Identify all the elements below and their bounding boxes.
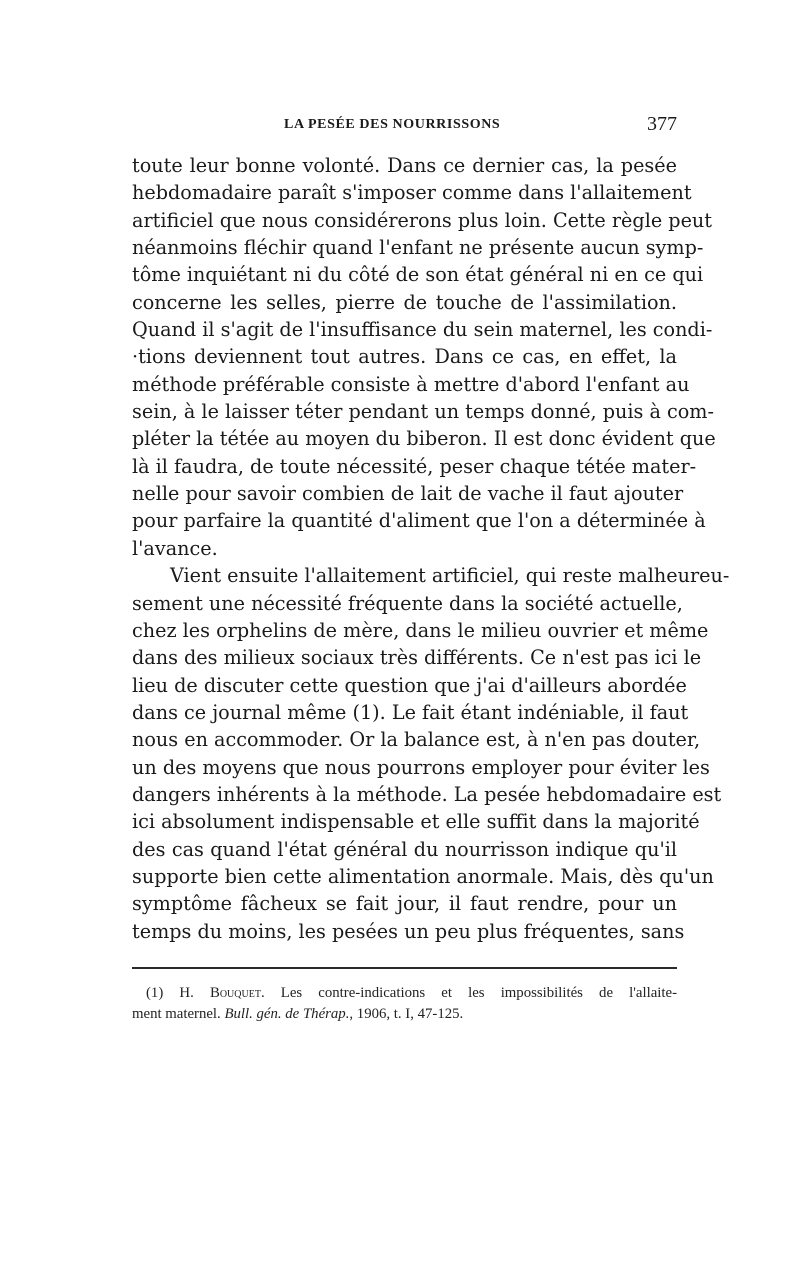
text-line: tôme inquiétant ni du côté de son état général ni en ce qui bbox=[132, 263, 704, 287]
running-title: LA PESÉE DES NOURRISSONS bbox=[284, 117, 501, 132]
running-head bbox=[132, 113, 677, 143]
text-line: l'avance. bbox=[132, 536, 218, 560]
text-line: Quand il s'agit de l'insuffisance du sein maternel, les condi- bbox=[132, 318, 713, 342]
text-line: supporte bien cette alimentation anormale. Mais, dès qu'un bbox=[132, 864, 714, 888]
text-line: ici absolument indispensable et elle suffit dans la majorité bbox=[132, 810, 700, 834]
footnote-citation: , 1906, t. I, 47-125. bbox=[349, 1006, 464, 1022]
text-line: néanmoins fléchir quand l'enfant ne présente aucun symp- bbox=[132, 236, 704, 260]
page-number: 377 bbox=[647, 113, 677, 135]
text-line: nous en accommoder. Or la balance est, à n'en pas douter, bbox=[132, 728, 701, 752]
text-line: nelle pour savoir combien de lait de vache il faut ajouter bbox=[132, 482, 684, 506]
text-line: chez les orphelins de mère, dans le milieu ouvrier et même bbox=[132, 618, 709, 642]
text-line: pléter la tétée au moyen du biberon. Il est donc évident que bbox=[132, 427, 716, 451]
text-line: toute leur bonne volonté. Dans ce dernier cas, la pesée bbox=[132, 154, 677, 177]
text-line: lieu de discuter cette question que j'ai d'ailleurs abordée bbox=[132, 673, 687, 697]
text-line: temps du moins, les pesées un peu plus fréquentes, sans bbox=[132, 919, 685, 943]
text-line: symptôme fâcheux se fait jour, il faut rendre, pour un bbox=[132, 892, 677, 916]
text-line: concerne les selles, pierre de touche de l'assimilation. bbox=[132, 290, 677, 314]
footnote-text: ment maternel. bbox=[132, 1006, 221, 1022]
text-line: dans ce journal même (1). Le fait étant indéniable, il faut bbox=[132, 700, 689, 724]
footnote bbox=[132, 983, 677, 1025]
text-line: hebdomadaire paraît s'imposer comme dans l'allaitement bbox=[132, 181, 692, 205]
footnote-marker: (1) bbox=[146, 985, 164, 1001]
text-line: artificiel que nous considérerons plus loin. Cette règle peut bbox=[132, 208, 712, 232]
text-line: sein, à le laisser téter pendant un temps donné, puis à com- bbox=[132, 400, 714, 424]
text-line: dangers inhérents à la méthode. La pesée hebdomadaire est bbox=[132, 782, 722, 806]
text-line: des cas quand l'état général du nourrisson indique qu'il bbox=[132, 837, 677, 861]
footnote-journal: Bull. gén. de Thérap. bbox=[224, 1006, 350, 1022]
text-line: un des moyens que nous pourrons employer pour éviter les bbox=[132, 755, 710, 779]
footnote-author-name: Bouquet bbox=[209, 985, 261, 1001]
footnote-rule bbox=[132, 967, 677, 969]
footnote-line bbox=[132, 1004, 677, 1025]
text-line: là il faudra, de toute nécessité, peser chaque tétée mater- bbox=[132, 454, 697, 478]
text-line: sement une nécessité fréquente dans la société actuelle, bbox=[132, 591, 683, 615]
footnote-author-initial: H. bbox=[179, 985, 194, 1001]
footnote-text: . Les contre-indications et les impossibilités de l'allaite- bbox=[260, 985, 678, 1001]
text-line: pour parfaire la quantité d'aliment que l'on a déterminée à bbox=[132, 509, 706, 533]
paragraph-start-line: Vient ensuite l'allaitement artificiel, qui reste malheureu- bbox=[170, 564, 730, 588]
text-line: dans des milieux sociaux très différents. Ce n'est pas ici le bbox=[132, 646, 702, 670]
text-line: méthode préférable consiste à mettre d'abord l'enfant au bbox=[132, 372, 690, 396]
body-text bbox=[132, 152, 730, 945]
text-line: ·tions deviennent tout autres. Dans ce cas, en effet, la bbox=[132, 345, 677, 369]
footnote-line bbox=[132, 983, 677, 1004]
